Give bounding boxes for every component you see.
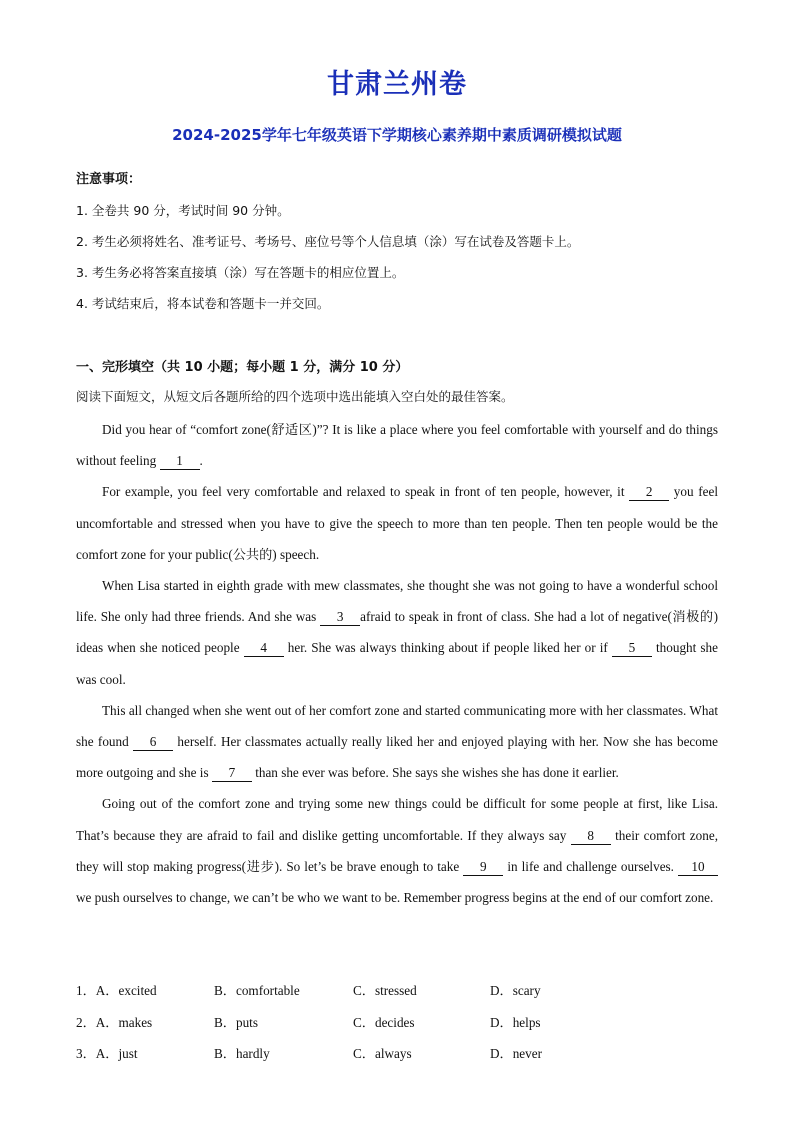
blank: 6 [133, 734, 173, 751]
option-d[interactable]: D．never [490, 1046, 542, 1061]
passage-text: her. She was always thinking about if people liked her or if [283, 640, 612, 656]
passage-text: herself. Her classmates actually really liked her and enjoyed playing with her. Now she has become more outgoing and she is [76, 734, 718, 781]
passage-text: in life and challenge ourselves. [503, 858, 679, 874]
passage-text: This all changed when she went out of her comfort zone and started communicating more with her classmates. What she found [76, 702, 718, 750]
section-heading: 一、完形填空（共 10 小题；每小题 1 分，满分 10 分） [76, 360, 409, 375]
exam-subtitle: 2024-2025学年七年级英语下学期核心素养期中素质调研模拟试题 [172, 126, 622, 144]
blank: 1 [160, 453, 200, 470]
passage-text: Going out of the comfort zone and trying some new things could be difficult for some people at first, like Lisa. That’s because they are afraid to fail and dislike getting uncomfortable. If they always say [76, 796, 718, 843]
passage-paragraph [76, 788, 718, 913]
note-item: 4. 考试结束后，将本试卷和答题卡一并交回。 [76, 296, 330, 311]
section-instruction: 阅读下面短文，从短文后各题所给的四个选项中选出能填入空白处的最佳答案。 [76, 389, 514, 404]
blank: 4 [244, 640, 284, 657]
passage-paragraph [76, 695, 718, 789]
option-d[interactable]: D．helps [490, 1014, 541, 1030]
passage-text: For example, you feel very comfortable and relaxed to speak in front of ten people, however, it [102, 484, 630, 500]
option-c[interactable]: C．always [353, 1046, 412, 1061]
option-text: A．excited [95, 983, 157, 998]
question-number: 3． [76, 1046, 96, 1061]
blank: 5 [612, 640, 652, 657]
option-row [76, 1006, 718, 1038]
option-a[interactable] [76, 980, 157, 999]
passage-text: thought she was cool. [76, 640, 718, 687]
option-a[interactable] [76, 1043, 138, 1062]
option-b[interactable]: B．puts [214, 1014, 258, 1030]
note-item: 2. 考生必须将姓名、准考证号、考场号、座位号等个人信息填（涂）写在试卷及答题卡上。 [76, 234, 580, 249]
passage-paragraph [76, 570, 718, 695]
blank: 3 [320, 609, 360, 626]
note-item: 3. 考生务必将答案直接填（涂）写在答题卡的相应位置上。 [76, 265, 405, 280]
blank: 9 [463, 859, 503, 876]
note-item: 1. 全卷共 90 分，考试时间 90 分钟。 [76, 203, 290, 218]
passage-text: their comfort zone, they will stop making progress(进步). So let’s be brave enough to take [76, 827, 718, 874]
option-text: A．makes [95, 1014, 153, 1030]
page-title: 甘肃兰州卷 [327, 69, 467, 100]
passage-text: afraid to speak in front of class. She had a lot of negative(消极的) ideas when she noticed people [76, 609, 718, 656]
passage-text: we push ourselves to change, we can’t be who we want to be. Remember progress begins at the end of our comfort zone. [76, 890, 714, 906]
cloze-passage [76, 414, 718, 913]
blank: 10 [678, 859, 718, 876]
question-number: 2． [76, 1014, 96, 1030]
question-number: 1． [76, 983, 96, 998]
blank: 2 [629, 484, 669, 501]
option-row [76, 974, 718, 1006]
passage-text: When Lisa started in eighth grade with mew classmates, she thought she was not going to have a wonderful school life. She only had three friends. And she was [76, 578, 718, 625]
option-b[interactable]: B．comfortable [214, 983, 300, 998]
passage-text: than she ever was before. She says she wishes she has done it earlier. [251, 765, 619, 781]
option-d[interactable]: D．scary [490, 983, 541, 998]
option-c[interactable]: C．stressed [353, 983, 417, 998]
option-c[interactable]: C．decides [353, 1014, 415, 1030]
blank: 8 [571, 828, 611, 845]
option-row [76, 1037, 718, 1069]
option-b[interactable]: B．hardly [214, 1046, 270, 1061]
passage-text: you feel uncomfortable and stressed when you have to give the speech to more than ten people. Then ten people would be the comfort zone for your public(公共的) speech. [76, 484, 718, 562]
option-a[interactable] [76, 1012, 152, 1031]
passage-paragraph [76, 414, 718, 476]
answer-options [76, 974, 718, 1069]
blank: 7 [212, 765, 252, 782]
passage-text: . [199, 453, 203, 469]
passage-paragraph [76, 476, 718, 570]
notes-heading: 注意事项： [76, 172, 142, 187]
option-text: A．just [95, 1046, 138, 1061]
passage-text: Did you hear of “comfort zone(舒适区)”? It is like a place where you feel comfortable with yourself and do things without feeling [76, 422, 718, 469]
